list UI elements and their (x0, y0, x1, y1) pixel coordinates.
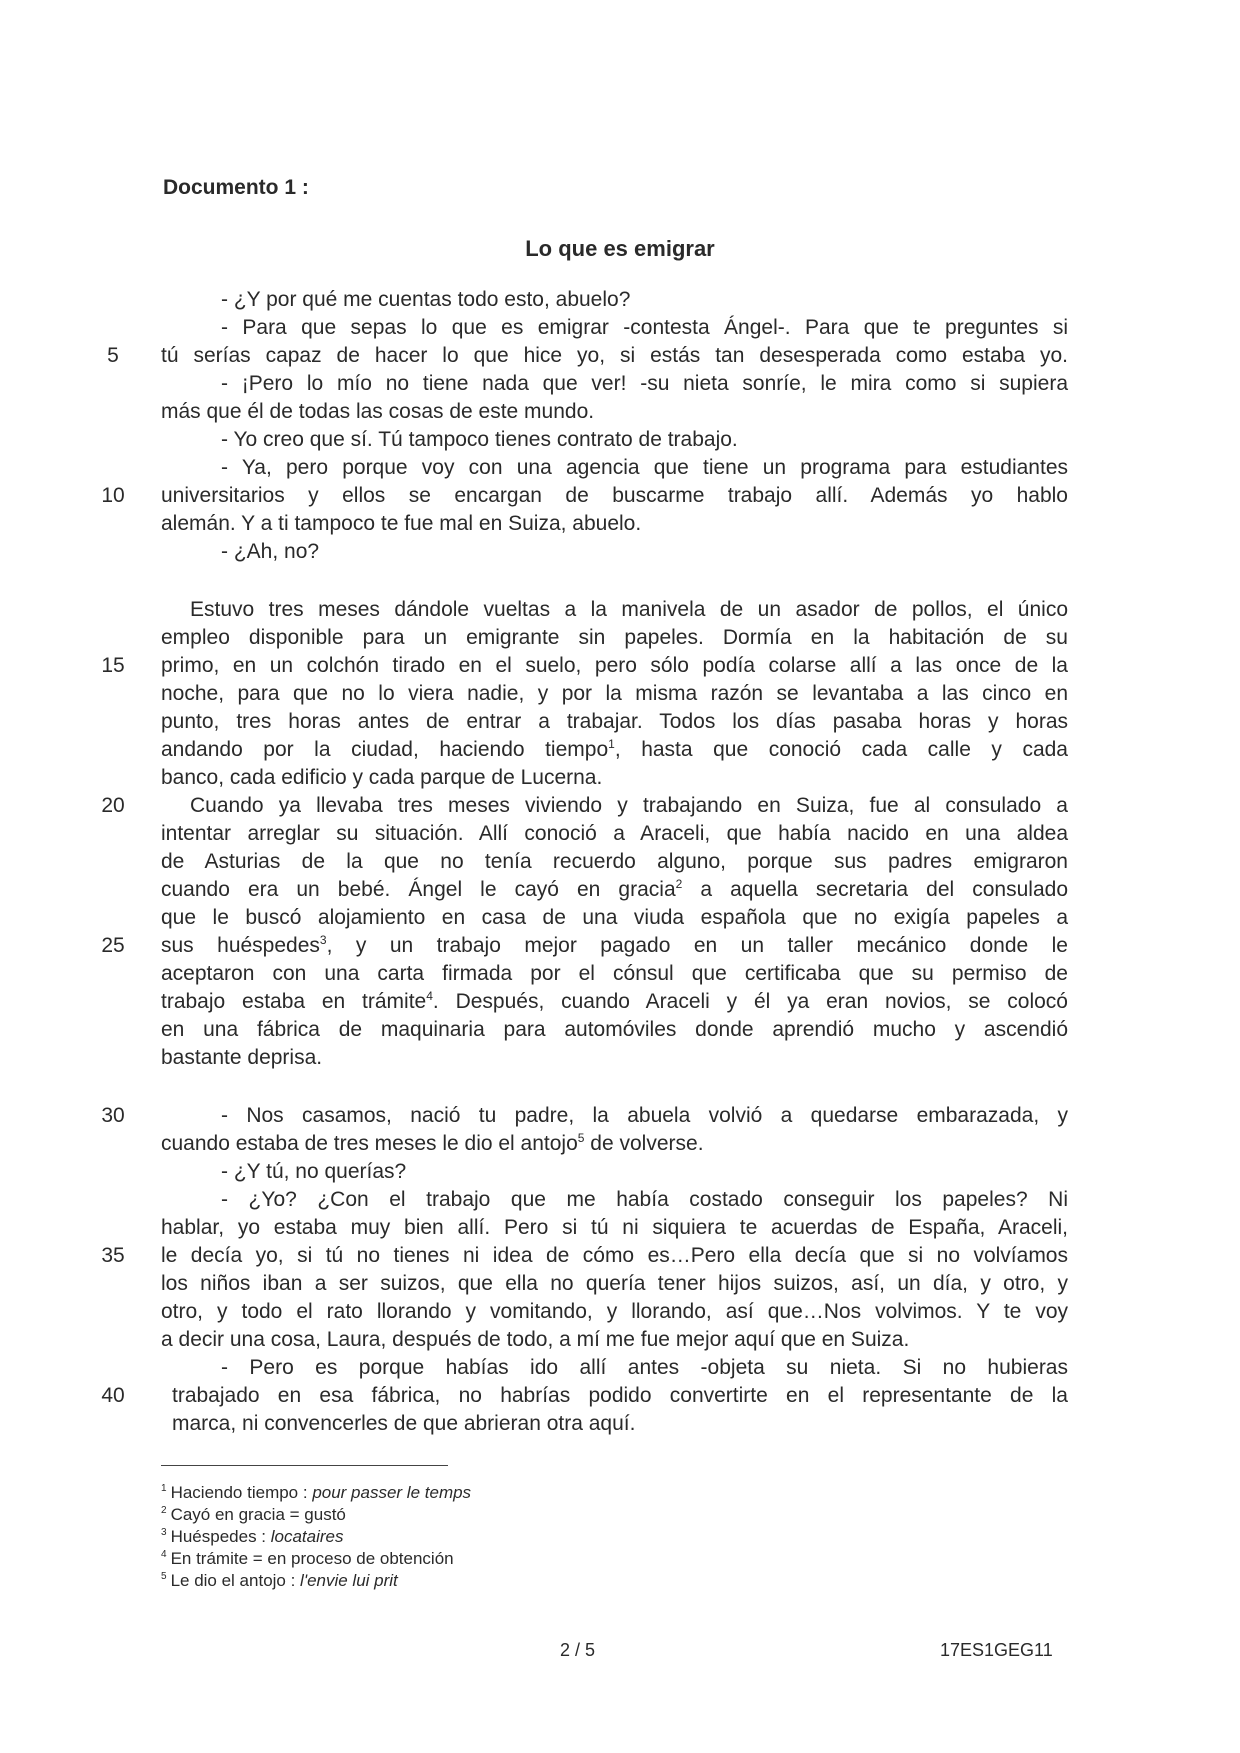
text-segment: andando por la ciudad, haciendo tiempo (161, 738, 609, 761)
footnote-number: 4 (161, 1549, 167, 1560)
document-title: Lo que es emigrar (525, 236, 715, 261)
footnote-gloss: pour passer le temps (312, 1483, 472, 1502)
footnote-term: Huéspedes : (170, 1527, 271, 1546)
text-line: los niños iban a ser suizos, que ella no quería tener hijos suizos, así, un día, y otro, y (161, 1272, 1068, 1295)
text-line: en una fábrica de maquinaria para automóviles donde aprendió mucho y ascendió (161, 1018, 1068, 1041)
text-line: que le buscó alojamiento en casa de una viuda española que no exigía papeles a (161, 906, 1068, 929)
text-line: - ¿Y tú, no querías? (221, 1160, 407, 1183)
text-line: hablar, yo estaba muy bien allí. Pero si tú ni siquiera te acuerdas de España, Araceli, (161, 1216, 1068, 1239)
text-segment: de volverse. (584, 1132, 704, 1155)
text-line: le decía yo, si tú no tienes ni idea de cómo es…Pero ella decía que si no volvíamos (161, 1244, 1068, 1267)
footnote-number: 1 (161, 1483, 167, 1494)
footnote-gloss: locataires (270, 1527, 344, 1546)
text-line: a decir una cosa, Laura, después de todo, a mí me fue mejor aquí que en Suiza. (161, 1328, 910, 1351)
text-segment: cuando estaba de tres meses le dio el antojo (161, 1132, 578, 1155)
footnote-ref: 3 (319, 933, 327, 947)
line-number: 20 (101, 794, 125, 817)
text-line: tú serías capaz de hacer lo que hice yo, si estás tan desesperada como estaba yo. (161, 344, 1068, 367)
text-line: - Yo creo que sí. Tú tampoco tienes contrato de trabajo. (221, 428, 738, 451)
text-line: - ¿Yo? ¿Con el trabajo que me había costado conseguir los papeles? Ni (221, 1188, 1068, 1211)
text-line: de Asturias de la que no tenía recuerdo alguno, porque sus padres emigraron (161, 850, 1068, 873)
document-label: Documento 1 : (163, 176, 309, 199)
text-line: empleo disponible para un emigrante sin papeles. Dormía en la habitación de su (161, 626, 1068, 649)
text-line: bastante deprisa. (161, 1046, 323, 1069)
text-line: punto, tres horas antes de entrar a trabajar. Todos los días pasaba horas y horas (161, 710, 1068, 733)
text-line: - ¡Pero lo mío no tiene nada que ver! -su nieta sonríe, le mira como si supiera (221, 372, 1068, 395)
text-line: aceptaron con una carta firmada por el cónsul que certificaba que su permiso de (161, 962, 1068, 985)
footnote-number: 2 (161, 1505, 167, 1516)
line-number: 10 (101, 484, 125, 507)
line-number: 5 (107, 344, 119, 367)
text-segment: cuando era un bebé. Ángel le cayó en gracia (161, 878, 676, 901)
text-line: Estuvo tres meses dándole vueltas a la manivela de un asador de pollos, el único (190, 598, 1068, 621)
text-line: noche, para que no lo viera nadie, y por la misma razón se levantaba a las cinco en (161, 682, 1068, 705)
footnote-ref: 4 (426, 989, 433, 1003)
text-line: - Para que sepas lo que es emigrar -contesta Ángel-. Para que te preguntes si (221, 316, 1068, 339)
footnote-term: Haciendo tiempo : (170, 1483, 313, 1502)
footnote-term: Cayó en gracia = gustó (170, 1505, 346, 1524)
text-line: intentar arreglar su situación. Allí conoció a Araceli, que había nacido en una aldea (161, 822, 1068, 845)
footnote-divider (161, 1465, 448, 1466)
document-code: 17ES1GEG11 (940, 1640, 1053, 1660)
text-segment: trabajo estaba en trámite (161, 990, 427, 1013)
text-segment: . Después, cuando Araceli y él ya eran novios, se colocó (432, 990, 1068, 1013)
text-line: Cuando ya llevaba tres meses viviendo y trabajando en Suiza, fue al consulado a (190, 794, 1068, 817)
line-number: 35 (101, 1244, 125, 1267)
text-segment: , hasta que conoció cada calle y cada (614, 738, 1068, 761)
text-line (161, 932, 1068, 960)
text-line: - Ya, pero porque voy con una agencia que tiene un programa para estudiantes (221, 456, 1068, 479)
text-line (161, 988, 1068, 1016)
text-line (161, 876, 1068, 904)
footnote-term: En trámite = en proceso de obtención (170, 1549, 454, 1568)
footnote-ref: 2 (675, 877, 683, 891)
text-segment: a aquella secretaria del consulado (682, 878, 1068, 901)
footnote-gloss: l'envie lui prit (300, 1571, 398, 1590)
text-line: alemán. Y a ti tampoco te fue mal en Suiza, abuelo. (161, 512, 642, 535)
line-number: 25 (101, 934, 125, 957)
footnote-number: 5 (161, 1571, 167, 1582)
footnote-ref: 1 (608, 737, 615, 751)
line-number: 30 (101, 1104, 125, 1127)
text-line: universitarios y ellos se encargan de buscarme trabajo allí. Además yo hablo (161, 484, 1068, 507)
text-line: - Pero es porque habías ido allí antes -objeta su nieta. Si no hubieras (221, 1356, 1068, 1379)
footnote-number: 3 (161, 1527, 167, 1538)
text-line: primo, en un colchón tirado en el suelo, pero sólo podía colarse allí a las once de la (161, 654, 1068, 677)
text-line: - Nos casamos, nació tu padre, la abuela volvió a quedarse embarazada, y (221, 1104, 1068, 1127)
line-number: 40 (101, 1384, 125, 1407)
text-line: otro, y todo el rato llorando y vomitando, y llorando, así que…Nos volvimos. Y te voy (161, 1300, 1068, 1323)
text-line (161, 1130, 1068, 1158)
footnote (161, 1566, 398, 1592)
footnote-ref: 5 (577, 1131, 585, 1145)
text-line (161, 736, 1068, 764)
text-line: banco, cada edificio y cada parque de Lucerna. (161, 766, 603, 789)
line-number: 15 (101, 654, 125, 677)
text-line: marca, ni convencerles de que abrieran otra aquí. (172, 1412, 636, 1435)
page-number: 2 / 5 (560, 1640, 596, 1660)
footnote-term: Le dio el antojo : (170, 1571, 301, 1590)
text-segment: , y un trabajo mejor pagado en un taller mecánico donde le (326, 934, 1068, 957)
text-line: trabajado en esa fábrica, no habrías podido convertirte en el representante de la (172, 1384, 1068, 1407)
text-line: - ¿Ah, no? (221, 540, 320, 563)
text-segment: sus huéspedes (161, 934, 320, 957)
text-line: más que él de todas las cosas de este mundo. (161, 400, 595, 423)
text-line: - ¿Y por qué me cuentas todo esto, abuelo? (221, 288, 631, 311)
